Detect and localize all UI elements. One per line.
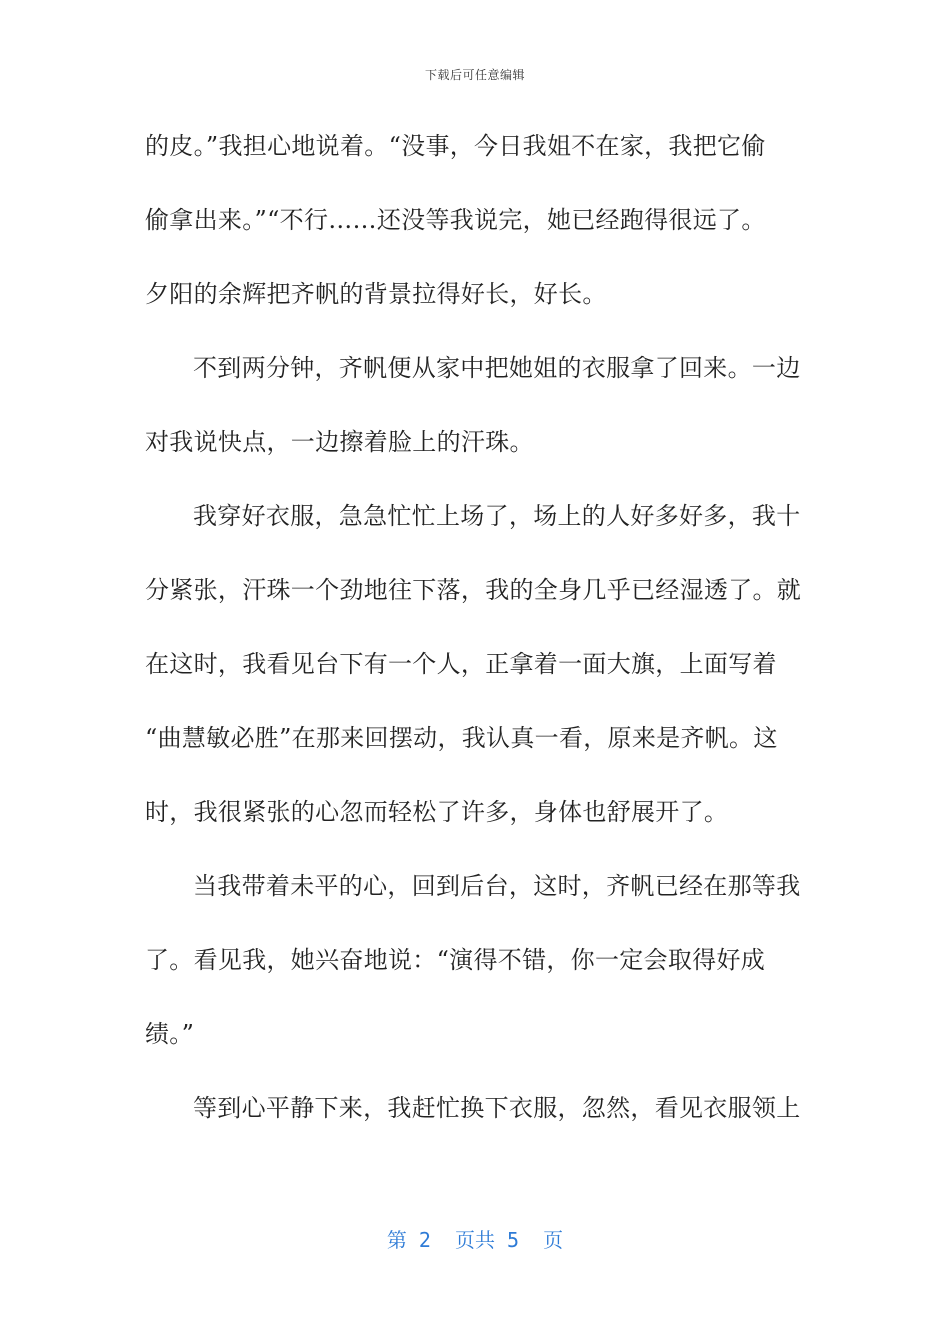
text-line: 我穿好衣服，急急忙忙上场了，场上的人好多好多，我十 [193,502,801,530]
text-line: 分紧张，汗珠一个劲地往下落，我的全身几乎已经湿透了。就 [145,576,802,604]
text-line: 时，我很紧张的心忽而轻松了许多，身体也舒展开了。 [145,798,729,826]
text-line: 等到心平静下来，我赶忙换下衣服，忽然，看见衣服领上 [193,1094,801,1122]
text-line: 夕阳的余辉把齐帆的背景拉得好长，好长。 [145,280,607,308]
text-line: 了。看见我，她兴奋地说：“演得不错，你一定会取得好成 [145,946,766,974]
page-header: 下载后可任意编辑 [424,68,525,82]
text-line: “曲慧敏必胜”在那来回摆动，我认真一看，原来是齐帆。这 [145,724,778,752]
page-number: 第 2 页共 5 页 [386,1228,564,1252]
text-line: 在这时，我看见台下有一个人，正拿着一面大旗，上面写着 [145,650,777,678]
text-line: 不到两分钟，齐帆便从家中把她姐的衣服拿了回来。一边 [193,354,801,382]
text-line: 当我带着未平的心，回到后台，这时，齐帆已经在那等我 [193,872,801,900]
text-line: 偷拿出来。”“不行……还没等我说完，她已经跑得很远了。 [145,206,766,234]
text-line: 对我说快点，一边擦着脸上的汗珠。 [145,428,534,456]
text-line: 绩。” [145,1020,195,1048]
document-body [145,118,802,1154]
text-line: 的皮。”我担心地说着。“没事，今日我姐不在家，我把它偷 [145,132,766,160]
